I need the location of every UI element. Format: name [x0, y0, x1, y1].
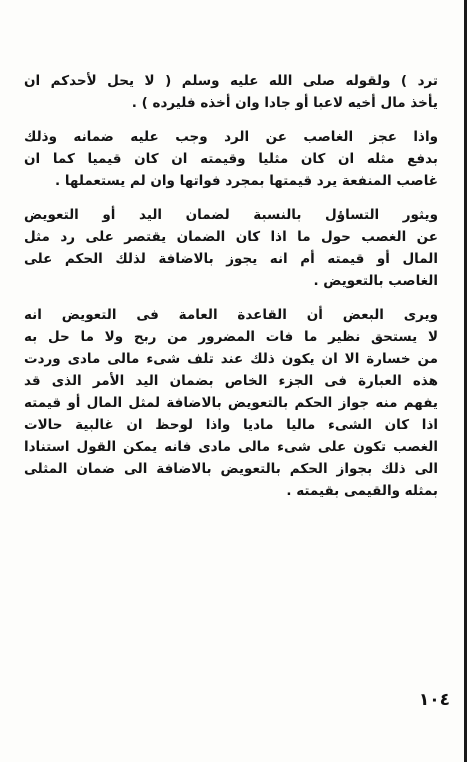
- text-line: ويثور التساؤل بالنسبة لضمان اليد أو التعويض: [24, 207, 438, 223]
- text-line: الغصب تكون على شىء مالى مادى فانه يمكن القول استنادا: [24, 439, 438, 455]
- text-line: المال أو قيمته أم انه يجوز بالاضافة لذلك الحكم على: [24, 251, 438, 267]
- body-text: [24, 70, 438, 518]
- text-line: الغاصب بالتعويض .: [313, 273, 438, 289]
- paragraph-1: [24, 70, 438, 114]
- paragraph-3: [24, 204, 438, 292]
- text-line: واذا عجز الغاصب عن الرد وجب عليه ضمانه وذلك: [24, 129, 438, 145]
- text-line: غاصب المنفعة يرد قيمتها بمجرد فواتها وان لم يستعملها .: [55, 173, 438, 189]
- text-line: لا يستحق نظير ما فات المضرور من ربح ولا ما حل به: [24, 329, 438, 345]
- text-line: يأخذ مال أخيه لاعبا أو جادا وان أخذه فليرده ) .: [131, 95, 438, 111]
- text-line: ترد ) ولقوله صلى الله عليه وسلم ( لا يحل لأحدكم ان: [24, 73, 438, 89]
- text-line: من خسارة الا ان يكون ذلك عند تلف شىء مالى مادى وردت: [24, 351, 438, 367]
- text-line: هذه العبارة فى الجزء الخاص بضمان اليد الأمر الذى قد: [24, 373, 438, 389]
- text-line: الى ذلك بجواز الحكم بالتعويض بالاضافة الى ضمان المثلى: [24, 461, 438, 477]
- text-line: اذا كان الشىء ماليا ماديا واذا لوحظ ان غالبية حالات: [24, 417, 438, 433]
- text-line: يفهم منه جواز الحكم بالتعويض بالاضافة لمثل المال أو قيمته: [24, 395, 438, 411]
- text-line: بدفع مثله ان كان مثليا وقيمته ان كان قيميا كما ان: [24, 151, 438, 167]
- page-number: ١٠٤: [418, 690, 450, 710]
- paragraph-2: [24, 126, 438, 192]
- text-line: ويرى البعض أن القاعدة العامة فى التعويض انه: [24, 307, 438, 323]
- paragraph-4: [24, 304, 438, 502]
- text-line: عن الغصب حول ما اذا كان الضمان يقتصر على رد مثل: [24, 229, 438, 245]
- text-line: بمثله والقيمى بقيمته .: [286, 483, 438, 499]
